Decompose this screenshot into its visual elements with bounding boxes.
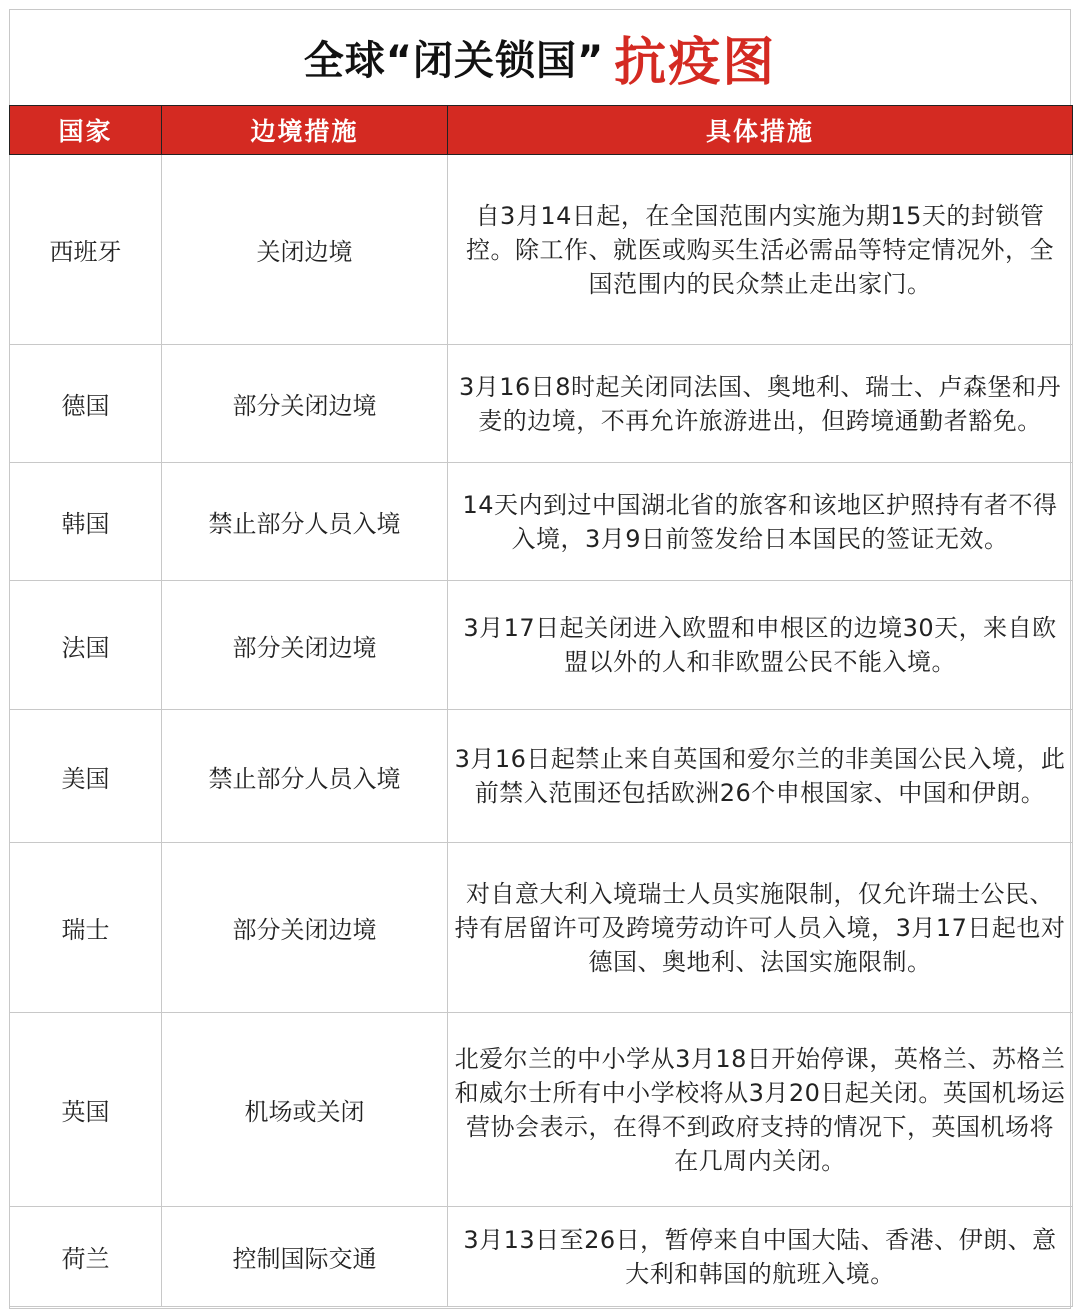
border-measure-cell: 部分关闭边境 xyxy=(162,843,448,1013)
border-measure-cell: 禁止部分人员入境 xyxy=(162,463,448,581)
table-header xyxy=(10,106,1073,155)
measures-table xyxy=(9,105,1073,1307)
detail-cell: 14天内到过中国湖北省的旅客和该地区护照持有者不得入境，3月9日前签发给日本国民的签证无效。 xyxy=(448,463,1073,581)
table-row xyxy=(10,1013,1073,1207)
detail-cell: 北爱尔兰的中小学从3月18日开始停课，英格兰、苏格兰和威尔士所有中小学校将从3月20日起关闭。英国机场运营协会表示，在得不到政府支持的情况下，英国机场将在几周内关闭。 xyxy=(448,1013,1073,1207)
country-cell: 西班牙 xyxy=(10,155,162,345)
border-measure-cell: 部分关闭边境 xyxy=(162,581,448,710)
country-cell: 荷兰 xyxy=(10,1207,162,1307)
detail-cell: 自3月14日起，在全国范围内实施为期15天的封锁管控。除工作、就医或购买生活必需品等特定情况外，全国范围内的民众禁止走出家门。 xyxy=(448,155,1073,345)
country-cell: 德国 xyxy=(10,345,162,463)
table-row xyxy=(10,581,1073,710)
table-row xyxy=(10,345,1073,463)
country-cell: 美国 xyxy=(10,710,162,843)
header-detail: 具体措施 xyxy=(448,106,1073,155)
border-measure-cell: 部分关闭边境 xyxy=(162,345,448,463)
detail-cell: 3月13日至26日，暂停来自中国大陆、香港、伊朗、意大利和韩国的航班入境。 xyxy=(448,1207,1073,1307)
detail-cell: 3月16日起禁止来自英国和爱尔兰的非美国公民入境，此前禁入范围还包括欧洲26个申根国家、中国和伊朗。 xyxy=(448,710,1073,843)
header-border-measure: 边境措施 xyxy=(162,106,448,155)
page-title xyxy=(10,10,1070,105)
border-measure-cell: 机场或关闭 xyxy=(162,1013,448,1207)
detail-cell: 3月17日起关闭进入欧盟和申根区的边境30天，来自欧盟以外的人和非欧盟公民不能入境。 xyxy=(448,581,1073,710)
border-measure-cell: 关闭边境 xyxy=(162,155,448,345)
table-row xyxy=(10,843,1073,1013)
country-cell: 法国 xyxy=(10,581,162,710)
border-measure-cell: 控制国际交通 xyxy=(162,1207,448,1307)
border-measure-cell: 禁止部分人员入境 xyxy=(162,710,448,843)
table-row xyxy=(10,1207,1073,1307)
country-cell: 瑞士 xyxy=(10,843,162,1013)
detail-cell: 3月16日8时起关闭同法国、奥地利、瑞士、卢森堡和丹麦的边境，不再允许旅游进出，但跨境通勤者豁免。 xyxy=(448,345,1073,463)
country-cell: 韩国 xyxy=(10,463,162,581)
detail-cell: 对自意大利入境瑞士人员实施限制，仅允许瑞士公民、持有居留许可及跨境劳动许可人员入境，3月17日起也对德国、奥地利、法国实施限制。 xyxy=(448,843,1073,1013)
title-main: 全球“闭关锁国” xyxy=(303,38,605,84)
header-country: 国家 xyxy=(10,106,162,155)
title-accent: 抗疫图 xyxy=(614,32,777,93)
table-row xyxy=(10,463,1073,581)
country-cell: 英国 xyxy=(10,1013,162,1207)
table-row xyxy=(10,155,1073,345)
table-row xyxy=(10,710,1073,843)
